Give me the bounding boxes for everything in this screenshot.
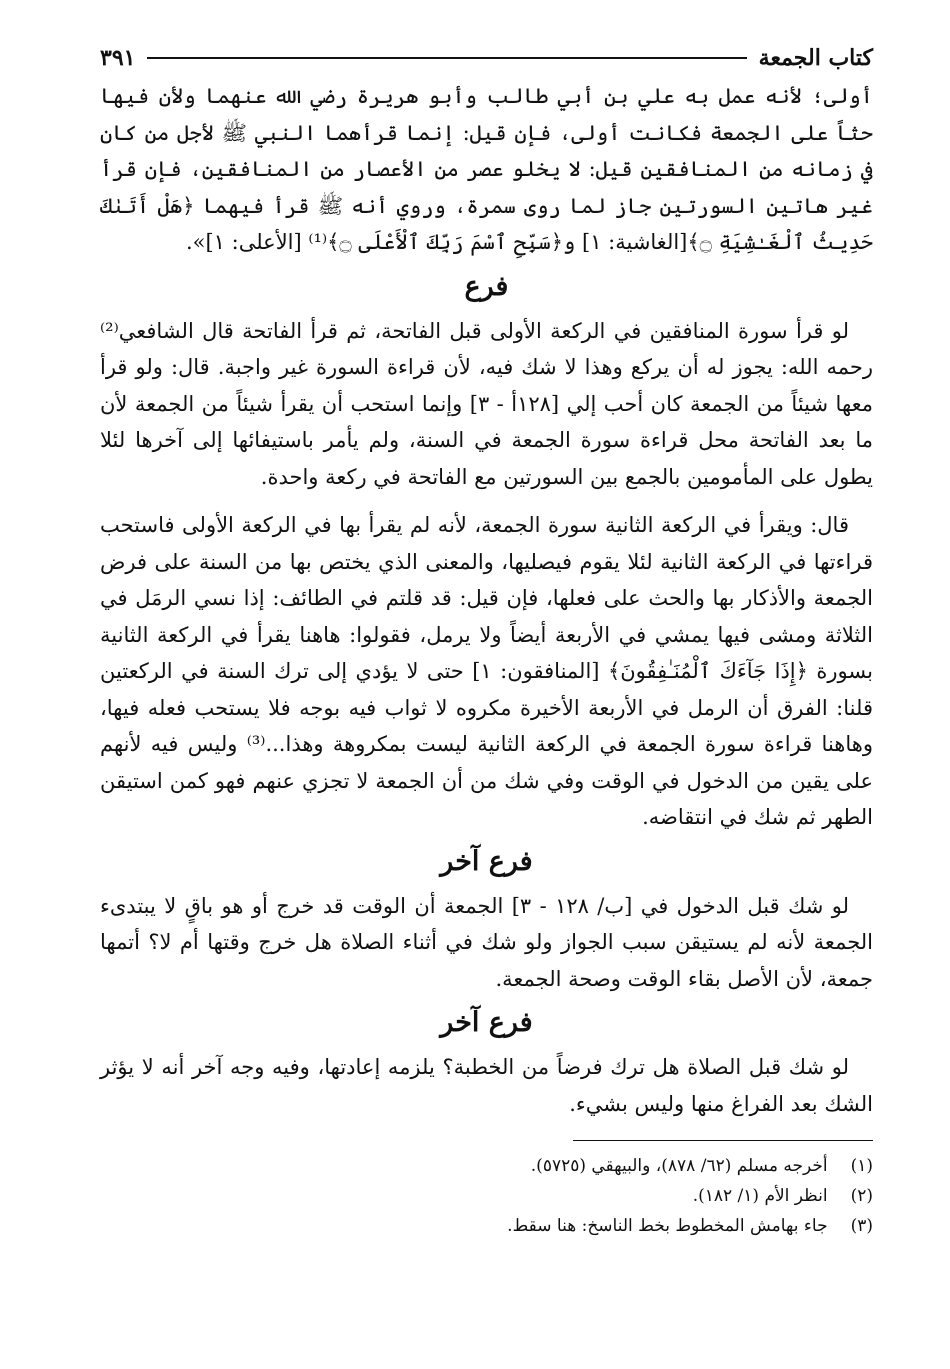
header-rule (147, 57, 746, 59)
section-heading-far: فرع (464, 270, 509, 302)
paragraph-gap (100, 495, 873, 507)
book-title: كتاب الجمعة (758, 45, 873, 71)
footnote-text: جاء بهامش المخطوط بخط الناسخ: هنا سقط. (507, 1216, 828, 1236)
page-number: ٣٩١ (100, 45, 136, 71)
footnote-text: أخرجه مسلم (٦٢/ ٨٧٨)، والبيهقي (٥٧٢٥). (530, 1156, 828, 1176)
footnote-1 (100, 1151, 873, 1181)
footnote-number: (١) (850, 1156, 873, 1176)
paragraph-4: لو شك قبل الدخول في [ب/ ١٢٨ - ٣] الجمعة أن الوقت قد خرج أو هو باقٍ لا يبتدىء الجمعة لأنه لم يستيقن سبب الجواز ولو شك في أثناء الصلاة هل خرج وقتها أم لا؟ أتمها جمعة، لأن الأصل بقاء الوقت وصحة الجمعة. (100, 893, 873, 991)
page (100, 38, 873, 1241)
paragraph-3: قال: ويقرأ في الركعة الثانية سورة الجمعة، لأنه لم يقرأ بها في الركعة الأولى فاستحب قراءتها في الركعة الثانية لئلا يقوم فيصليها، والمعنى الذي يختص بها من السنة على فرض الجمعة والأذكار بها والحث على فعلها، فإن قيل: قد قلتم في الطائف: إذا نسي الرمَل في الثلاثة ومشى فيها يمشي في الأربعة أيضاً ولا يرمل، فقولوا: هاهنا يقرأ في الركعة الثانية بسورة ﴿إِذَا جَآءَكَ ٱلْمُنَـٰفِقُونَ﴾ [المنافقون: ١] حتى لا يؤدي إلى ترك السنة في الركعتين قلنا: الفرق أن الرمل في الأربعة الأخيرة مكروه لا ثواب فيه بوجه فلا يستحب فعله فيها، وهاهنا قراءة سورة الجمعة في الركعة الثانية ليست بمكروهة وهذا...⁽³⁾ وليس فيه لأنهم على يقين من الدخول في الوقت وفي شك من أن الجمعة لا تجزي عنهم فهو كمن استيقن الطهر ثم شك في انتقاضه. (100, 513, 873, 829)
footnote-number: (٣) (850, 1216, 873, 1236)
running-header (100, 38, 873, 78)
footnotes (100, 1151, 873, 1241)
footnote-number: (٢) (850, 1186, 873, 1206)
section-heading-far-akhar-1: فرع آخر (440, 845, 533, 877)
section-heading-far-akhar-2: فرع آخر (440, 1007, 533, 1038)
paragraph-2: لو قرأ سورة المنافقين في الركعة الأولى قبل الفاتحة، ثم قرأ الفاتحة قال الشافعي⁽²⁾ رحمه الله: يجوز له أن يركع وهذا لا شك فيه، لأن قراءة السورة غير واجبة. قال: ولو قرأ معها شيئاً من الجمعة كان أحب إلي [١٢٨أ - ٣] وإنما استحب أن يقرأ شيئاً من الجمعة لأن ما بعد الفاتحة محل قراءة سورة الجمعة في السنة، ولم يأمر باستيفائها إلى آخرها لئلا يطول على المأمومين بالجمع بين السورتين مع الفاتحة في ركعة واحدة. (100, 318, 873, 489)
paragraph-5: لو شك قبل الصلاة هل ترك فرضاً من الخطبة؟ يلزمه إعادتها، وفيه وجه آخر أنه لا يؤثر الشك بعد الفراغ منها وليس بشيء. (100, 1055, 873, 1116)
footnote-3 (100, 1211, 873, 1241)
footnote-separator (573, 1140, 873, 1141)
footnote-text: انظر الأم (١/ ١٨٢). (692, 1186, 828, 1206)
paragraph-1: أولى؛ لأنه عمل به علي بن أبي طالب وأبو هريرة رضي الله عنهما ولأن فيها حثاً على الجمعة فكانت أولى، فإن قيل: إنما قرأهما النبي ﷺ لأجل من كان في زمانه من المنافقين قيل: لا يخلو عصر من الأعصار من المنافقين، فإن قرأ غير هاتين السورتين جاز لما روى سمرة، وروي أنه ﷺ قرأ فيهما ﴿هَلْ أَتَىٰكَ حَدِيثُ ٱلْغَـٰشِيَةِ ۝﴾[الغاشية: ١] و﴿سَبِّحِ ٱسْمَ رَبِّكَ ٱلْأَعْلَى ۝﴾⁽¹⁾ [الأعلى: ١]». (100, 84, 873, 254)
footnote-2 (100, 1181, 873, 1211)
